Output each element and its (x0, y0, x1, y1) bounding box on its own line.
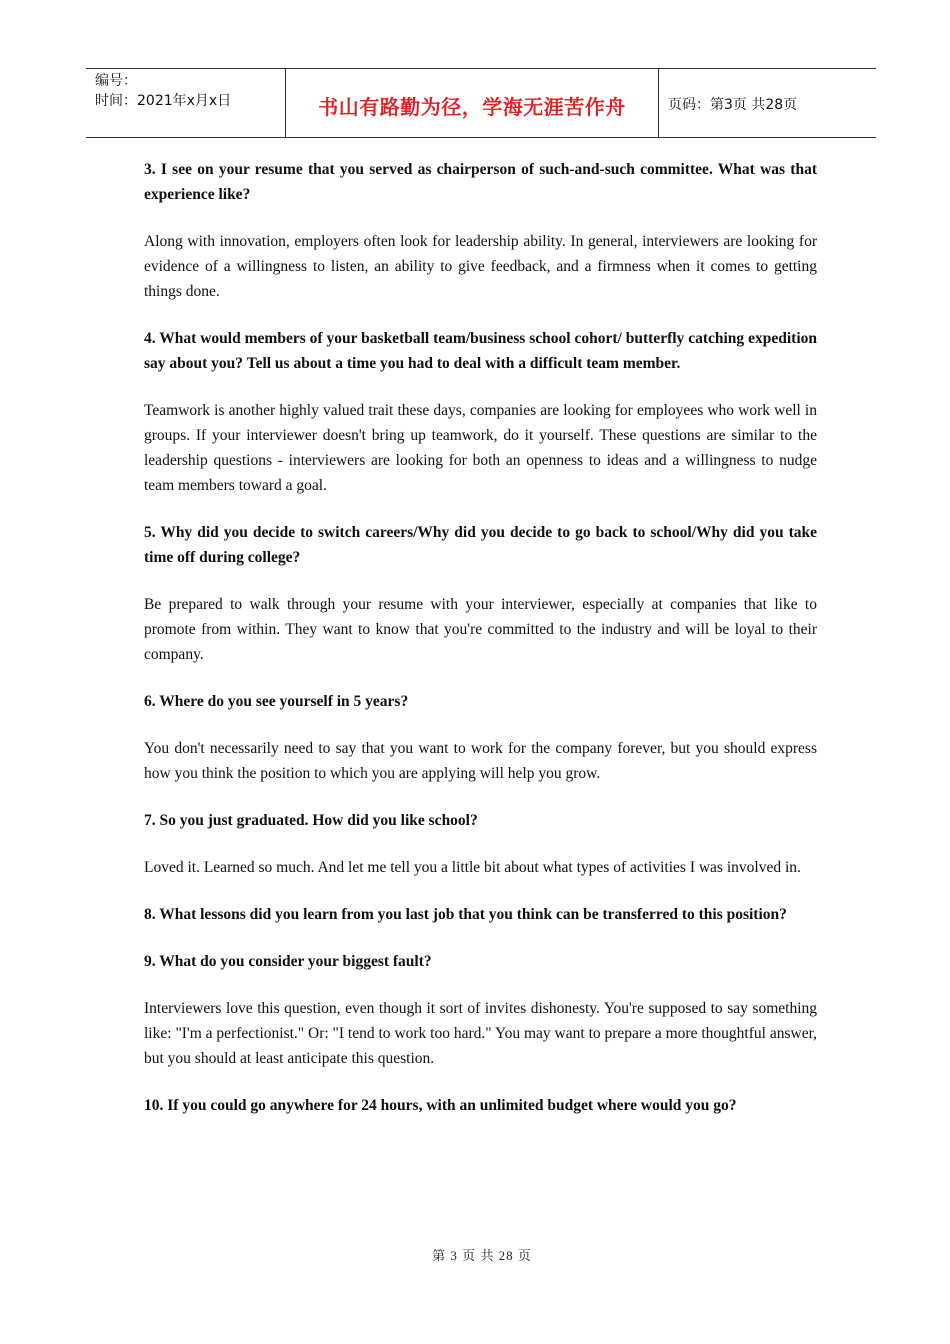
question-paragraph: 3. I see on your resume that you served as chairperson of such-and-such committee. What was that experience like? (144, 161, 817, 203)
document-body (144, 157, 817, 1140)
question-paragraph: 10. If you could go anywhere for 24 hours, with an unlimited budget where would you go? (144, 1097, 737, 1114)
header-page-info: 页码：第3页 共28页 (668, 97, 798, 113)
question-paragraph: 4. What would members of your basketball team/business school cohort/ butterfly catching expedition say about you? Tell us about a time you had to deal with a difficult team member. (144, 330, 817, 372)
answer-paragraph: Along with innovation, employers often look for leadership ability. In general, interviewers are looking for evidence of a willingness to listen, an ability to give feedback, and a firmness when it comes to getting things done. (144, 233, 817, 300)
question-paragraph: 6. Where do you see yourself in 5 years? (144, 693, 409, 710)
answer-paragraph: Teamwork is another highly valued trait these days, companies are looking for employees who work well in groups. If your interviewer doesn't bring up teamwork, do it yourself. These questions are similar to the leadership questions - interviewers are looking for both an openness to ideas and a willingness to nudge team members toward a goal. (144, 402, 817, 494)
answer-paragraph: Loved it. Learned so much. And let me tell you a little bit about what types of activities I was involved in. (144, 859, 801, 876)
question-paragraph: 5. Why did you decide to switch careers/Why did you decide to go back to school/Why did you take time off during college? (144, 524, 817, 566)
answer-paragraph: You don't necessarily need to say that you want to work for the company forever, but you should express how you think the position to which you are applying will help you grow. (144, 740, 817, 782)
document-number-label: 编号： (95, 73, 137, 89)
header-motto: 书山有路勤为径，学海无涯苦作舟 (286, 69, 659, 137)
question-paragraph: 7. So you just graduated. How did you like school? (144, 812, 478, 829)
page-footer: 第 3 页 共 28 页 (432, 1248, 532, 1263)
answer-paragraph: Interviewers love this question, even though it sort of invites dishonesty. You're supposed to say something like: "I'm a perfectionist." Or: "I tend to work too hard." You may want to prepare a more thoughtful answer, but you should at least anticipate this question. (144, 1000, 817, 1067)
page-header (86, 68, 876, 138)
document-date-label: 时间：2021年x月x日 (95, 93, 232, 109)
answer-paragraph: Be prepared to walk through your resume with your interviewer, especially at companies that like to promote from within. They want to know that you're committed to the industry and will be loyal to their company. (144, 596, 817, 663)
header-meta (86, 69, 286, 137)
question-paragraph: 8. What lessons did you learn from you last job that you think can be transferred to this position? (144, 906, 787, 923)
question-paragraph: 9. What do you consider your biggest fault? (144, 953, 432, 970)
